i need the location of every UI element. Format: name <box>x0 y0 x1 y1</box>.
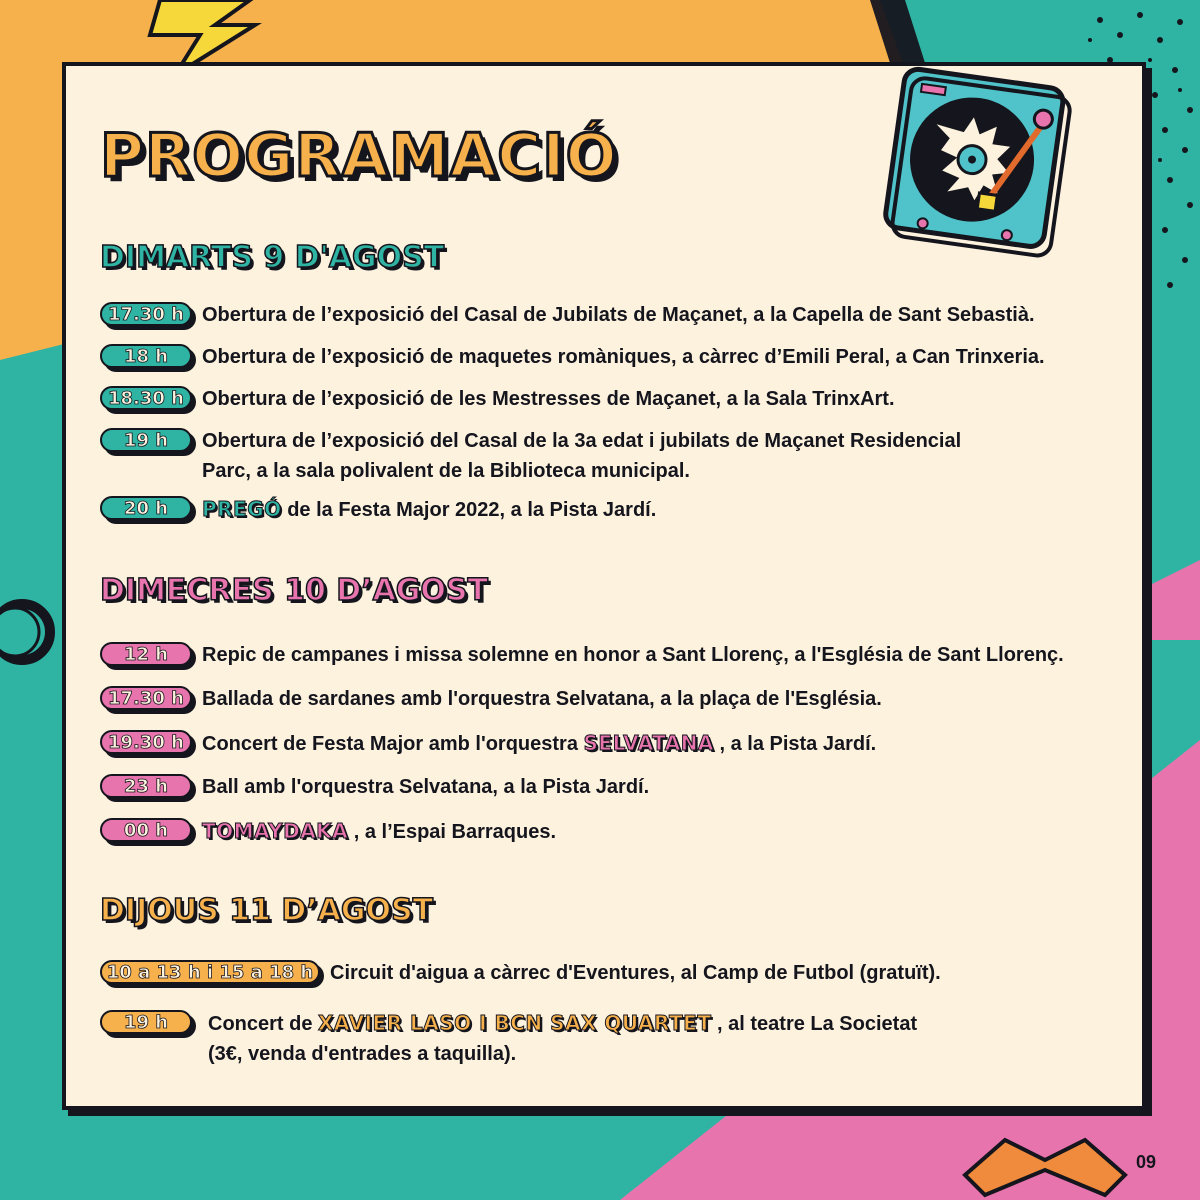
event-row <box>100 958 941 988</box>
time-badge: 18.30 h <box>100 386 192 410</box>
event-text-before: Concert de Festa Major amb l'orquestra <box>202 733 584 755</box>
event-row <box>100 342 1045 372</box>
event-text: Circuit d'aigua a càrrec d'Eventures, al Camp de Futbol (gratuït). <box>330 962 941 984</box>
event-text <box>202 426 961 486</box>
event-row <box>100 384 895 414</box>
time-badge: 00 h <box>100 818 192 842</box>
event-text <box>208 1008 917 1069</box>
event-row <box>100 426 961 486</box>
time-badge: 18 h <box>100 344 192 368</box>
event-row <box>100 684 882 714</box>
time-badge: 17.30 h <box>100 686 192 710</box>
event-text-line: Obertura de l’exposició del Casal de la 3a edat i jubilats de Maçanet Residencial <box>202 430 962 452</box>
event-text: Ballada de sardanes amb l'orquestra Selvatana, a la plaça de l'Església. <box>202 688 882 710</box>
event-row <box>100 816 556 847</box>
event-text: Ball amb l'orquestra Selvatana, a la Pista Jardí. <box>202 776 650 798</box>
event-row <box>100 772 649 802</box>
time-badge: 12 h <box>100 642 192 666</box>
day-heading-dijous: DIJOUS 11 D’AGOST <box>100 893 434 928</box>
time-badge: 10 a 13 h i 15 a 18 h <box>100 960 320 984</box>
event-row <box>100 728 876 759</box>
event-text <box>202 728 876 759</box>
event-text: Obertura de l’exposició de maquetes romàniques, a càrrec d’Emili Peral, a Can Trinxeria. <box>202 346 1045 368</box>
event-text <box>202 494 656 525</box>
event-text-line: Parc, a la sala polivalent de la Biblioteca municipal. <box>202 460 690 482</box>
time-badge: 20 h <box>100 496 192 520</box>
time-badge: 17.30 h <box>100 302 192 326</box>
page-title: PROGRAMACIÓ <box>100 121 618 191</box>
event-row <box>100 300 1035 330</box>
event-row <box>100 494 656 525</box>
event-text: Obertura de l’exposició del Casal de Jubilats de Maçanet, a la Capella de Sant Sebastià. <box>202 304 1035 326</box>
time-badge: 19 h <box>100 1010 192 1034</box>
event-text: Obertura de l’exposició de les Mestresses de Maçanet, a la Sala TrinxArt. <box>202 388 895 410</box>
event-highlight: SELVATANA <box>583 731 714 755</box>
day-heading-dimecres: DIMECRES 10 D’AGOST <box>100 573 488 608</box>
time-badge: 23 h <box>100 774 192 798</box>
event-text-before: Concert de <box>208 1013 319 1035</box>
time-badge: 19 h <box>100 428 192 452</box>
day-heading-dimarts: DIMARTS 9 D'AGOST <box>100 240 445 275</box>
event-highlight: TOMAYDAKA <box>202 819 349 843</box>
page-number: 09 <box>1136 1152 1157 1172</box>
event-highlight: XAVIER LASO I BCN SAX QUARTET <box>318 1011 712 1035</box>
event-highlight: PREGÓ <box>202 497 282 521</box>
event-text-line: (3€, venda d'entrades a taquilla). <box>208 1043 517 1065</box>
event-text-after: , al teatre La Societat <box>711 1013 918 1035</box>
event-text <box>202 816 556 847</box>
turntable-icon <box>872 60 1078 260</box>
event-text-after: , a l’Espai Barraques. <box>348 821 557 843</box>
event-row <box>100 640 1064 670</box>
time-badge: 19.30 h <box>100 730 192 754</box>
event-text: Repic de campanes i missa solemne en honor a Sant Llorenç, a l'Església de Sant Llorenç. <box>202 644 1064 666</box>
event-row <box>100 1008 917 1069</box>
event-text-after: , a la Pista Jardí. <box>713 733 877 755</box>
event-text-after: de la Festa Major 2022, a la Pista Jardí. <box>281 499 657 521</box>
